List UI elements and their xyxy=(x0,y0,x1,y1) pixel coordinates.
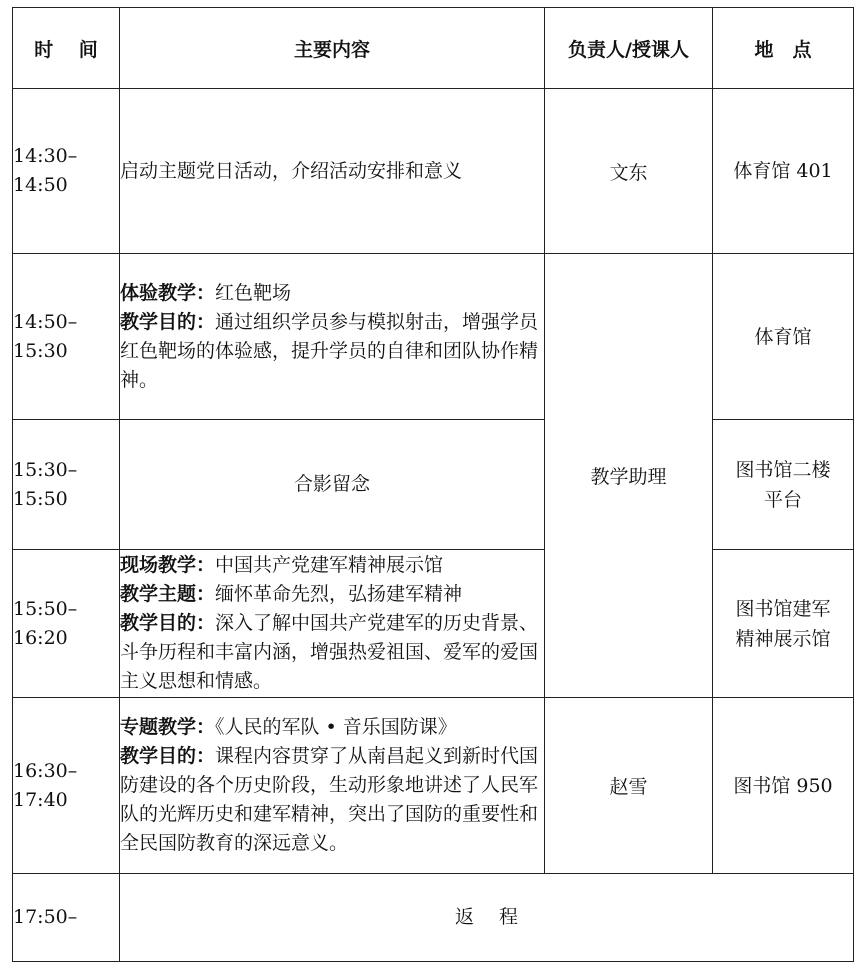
place-cell: 体育馆 401 xyxy=(713,89,854,254)
time-cell xyxy=(13,874,120,962)
time-start: 15:30– xyxy=(13,458,78,481)
content-item xyxy=(120,713,544,742)
content-cell: 合影留念 xyxy=(120,420,545,550)
time-start: 16:30– xyxy=(13,759,78,782)
time-start: 17:50– xyxy=(13,906,78,928)
content-cell xyxy=(120,254,545,420)
item-label: 体验教学： xyxy=(120,281,216,304)
content-item xyxy=(120,609,544,696)
item-text: 红色靶场 xyxy=(215,281,292,304)
item-label: 教学主题： xyxy=(120,583,216,605)
table-row xyxy=(13,550,854,698)
header-time: 时 间 xyxy=(13,8,120,89)
person-cell: 文东 xyxy=(545,89,713,254)
header-person: 负责人/授课人 xyxy=(545,8,713,89)
content-item xyxy=(120,742,544,858)
content-cell xyxy=(120,698,545,874)
place-line: 平台 xyxy=(763,488,802,511)
table-row xyxy=(13,420,854,550)
content-item xyxy=(120,580,544,609)
place-cell xyxy=(713,550,854,698)
item-label: 教学目的： xyxy=(120,310,216,333)
content-item xyxy=(120,551,544,580)
time-cell xyxy=(13,698,120,874)
item-text: 课程内容贯穿了从南昌起义到新时代国防建设的各个历史阶段，生动形象地讲述了人民军队的光辉历史和建军精神，突出了国防的重要性和全民国防教育的深远意义。 xyxy=(120,745,539,854)
time-start: 15:50– xyxy=(13,597,78,620)
place-line: 图书馆建军 xyxy=(735,597,831,620)
person-cell-shared: 教学助理 xyxy=(545,254,713,698)
place-line: 精神展示馆 xyxy=(735,627,831,650)
item-text: 《人民的军队 • 音乐国防课》 xyxy=(215,716,457,738)
time-end: 16:20 xyxy=(13,626,68,649)
time-cell xyxy=(13,89,120,254)
place-line: 图书馆二楼 xyxy=(735,458,831,481)
table-row xyxy=(13,874,854,962)
place-cell xyxy=(713,420,854,550)
time-cell xyxy=(13,254,120,420)
item-text: 深入了解中国共产党建军的历史背景、斗争历程和丰富内涵，增强热爱祖国、爱军的爱国主义思想和情感。 xyxy=(120,612,539,692)
table-row xyxy=(13,698,854,874)
table-row xyxy=(13,254,854,420)
schedule-table xyxy=(12,7,854,962)
item-text: 通过组织学员参与模拟射击，增强学员红色靶场的体验感，提升学员的自律和团队协作精神。 xyxy=(120,310,539,391)
header-content: 主要内容 xyxy=(120,8,545,89)
header-place: 地 点 xyxy=(713,8,854,89)
place-cell: 图书馆 950 xyxy=(713,698,854,874)
content-item xyxy=(120,308,544,395)
item-label: 教学目的： xyxy=(120,745,216,767)
header-row xyxy=(13,8,854,89)
time-end: 15:30 xyxy=(13,339,68,362)
item-label: 现场教学： xyxy=(120,554,216,576)
time-end: 14:50 xyxy=(13,174,68,196)
item-label: 专题教学： xyxy=(120,716,216,738)
content-item xyxy=(120,279,544,308)
time-start: 14:50– xyxy=(13,310,78,333)
item-label: 教学目的： xyxy=(120,612,216,634)
item-text: 缅怀革命先烈，弘扬建军精神 xyxy=(215,583,463,605)
content-cell xyxy=(120,550,545,698)
item-text: 中国共产党建军精神展示馆 xyxy=(215,554,444,576)
time-end: 15:50 xyxy=(13,487,68,510)
time-cell xyxy=(13,550,120,698)
person-cell: 赵雪 xyxy=(545,698,713,874)
time-cell xyxy=(13,420,120,550)
time-end: 17:40 xyxy=(13,788,68,811)
time-start: 14:30– xyxy=(13,145,78,167)
table-row xyxy=(13,89,854,254)
content-cell: 返 程 xyxy=(120,874,854,962)
content-text: 启动主题党日活动，介绍活动安排和意义 xyxy=(120,159,463,182)
place-cell: 体育馆 xyxy=(713,254,854,420)
content-cell xyxy=(120,89,545,254)
